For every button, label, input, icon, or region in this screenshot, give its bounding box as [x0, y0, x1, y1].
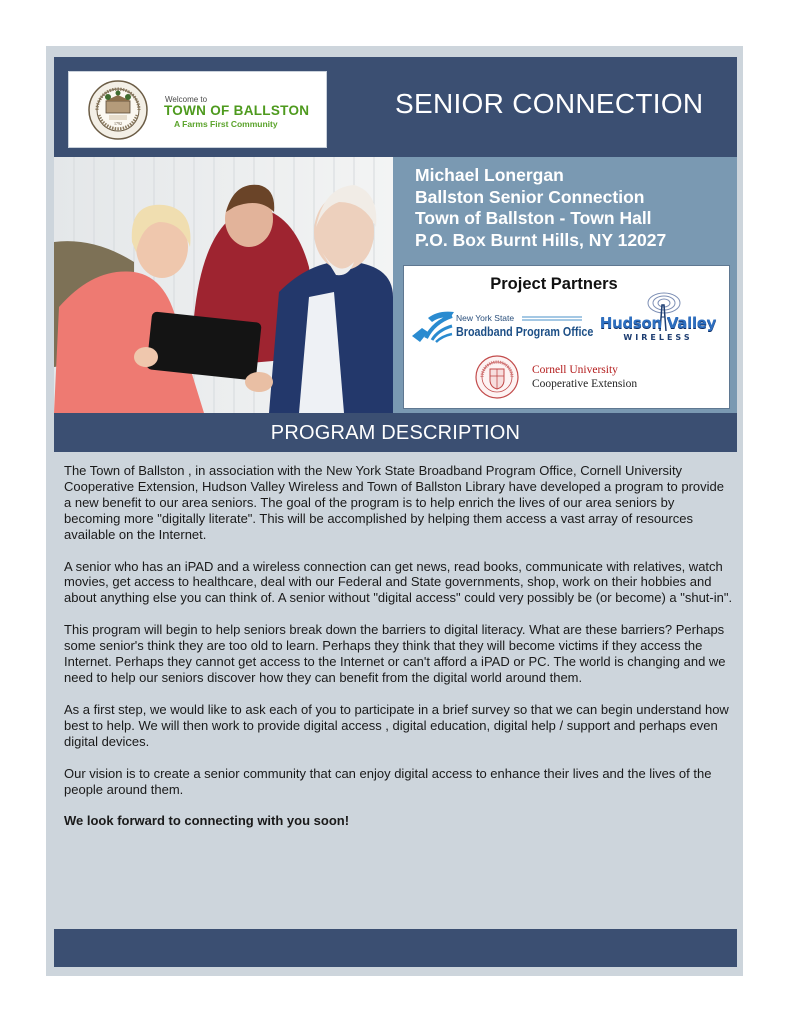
- svg-text:1792: 1792: [114, 121, 122, 126]
- contact-address: P.O. Box Burnt Hills, NY 12027: [415, 229, 667, 250]
- logo-welcome-text: Welcome to: [165, 95, 208, 104]
- contact-organization: Ballston Senior Connection: [415, 186, 645, 207]
- cornell-seal-icon: [474, 354, 520, 400]
- hudson-valley-sub: WIRELESS: [623, 333, 693, 342]
- program-description-body: [64, 463, 734, 845]
- hudson-valley-name: Hudson Valley: [599, 314, 717, 332]
- hero-photo: [54, 157, 393, 413]
- nys-wave-icon: [410, 308, 456, 348]
- page-title: SENIOR CONNECTION: [395, 88, 704, 119]
- closing-line: We look forward to connecting with you soon!: [64, 813, 350, 829]
- contact-location: Town of Ballston - Town Hall: [415, 208, 652, 228]
- paragraph-barriers: This program will begin to help seniors break down the barriers to digital literacy. What are these barriers? Perhaps some senior's think they are too old to learn. Perhaps they think that they will become victims if they access the Internet. Perhaps they cannot get access to the Internet or can't afford a iPAD or PC. The world is changing and we need to help our seniors discover how they can benefit from the digital world around them.: [64, 622, 726, 685]
- town-logo: [68, 71, 327, 148]
- contact-name: Michael Lonergan: [415, 165, 564, 185]
- program-description-bar: [54, 413, 737, 452]
- logo-town-name: TOWN OF BALLSTON: [164, 103, 310, 118]
- cornell-extension-name: Cooperative Extension: [532, 378, 638, 390]
- hudson-valley-wireless-logo: [590, 291, 728, 346]
- town-seal-icon: [87, 79, 149, 141]
- nys-small-text: New York State: [456, 313, 515, 323]
- paragraph-vision: Our vision is to create a senior community that can enjoy digital access to enhance their lives and the lives of the people around them.: [64, 765, 712, 797]
- cornell-extension-logo: [474, 354, 654, 404]
- logo-tagline: A Farms First Community: [174, 119, 278, 129]
- nys-rule-lines: [522, 316, 582, 322]
- nys-office-name: Broadband Program Office: [456, 325, 594, 339]
- paragraph-survey: As a first step, we would like to ask each of you to participate in a brief survey so that we can begin understand how best to help. We will then work to provide digital access , digital education, digital help / support and perhaps even digital devices.: [64, 701, 729, 749]
- seniors-with-tablet-image: [54, 157, 393, 413]
- partners-title: Project Partners: [490, 275, 618, 293]
- nys-broadband-logo: [410, 308, 594, 348]
- paragraph-benefits: A senior who has an iPAD and a wireless connection can get news, read books, communicate with relatives, watch movies, get access to healthcare, deal with our Federal and State governments, shop, work on their hobbies and about anything else you can think of. A senior without "digital access" could very possibly be (or become) a "shut-in".: [64, 558, 733, 606]
- paragraph-intro: The Town of Ballston , in association with the New York State Broadband Program Office, Cornell University Cooperative Extension, Hudson Valley Wireless and Town of Ballston Library have developed a program to provide a new benefit to our area seniors. The goal of the program is to help enrich the lives of our area seniors by becoming more "digitally literate". This will be accomplished by helping them access a vast array of resources available on the Internet.: [64, 463, 724, 542]
- footer-bar: [54, 929, 737, 967]
- section-title: PROGRAM DESCRIPTION: [270, 422, 521, 444]
- project-partners-box: [403, 265, 730, 409]
- cornell-name: Cornell University: [532, 364, 618, 376]
